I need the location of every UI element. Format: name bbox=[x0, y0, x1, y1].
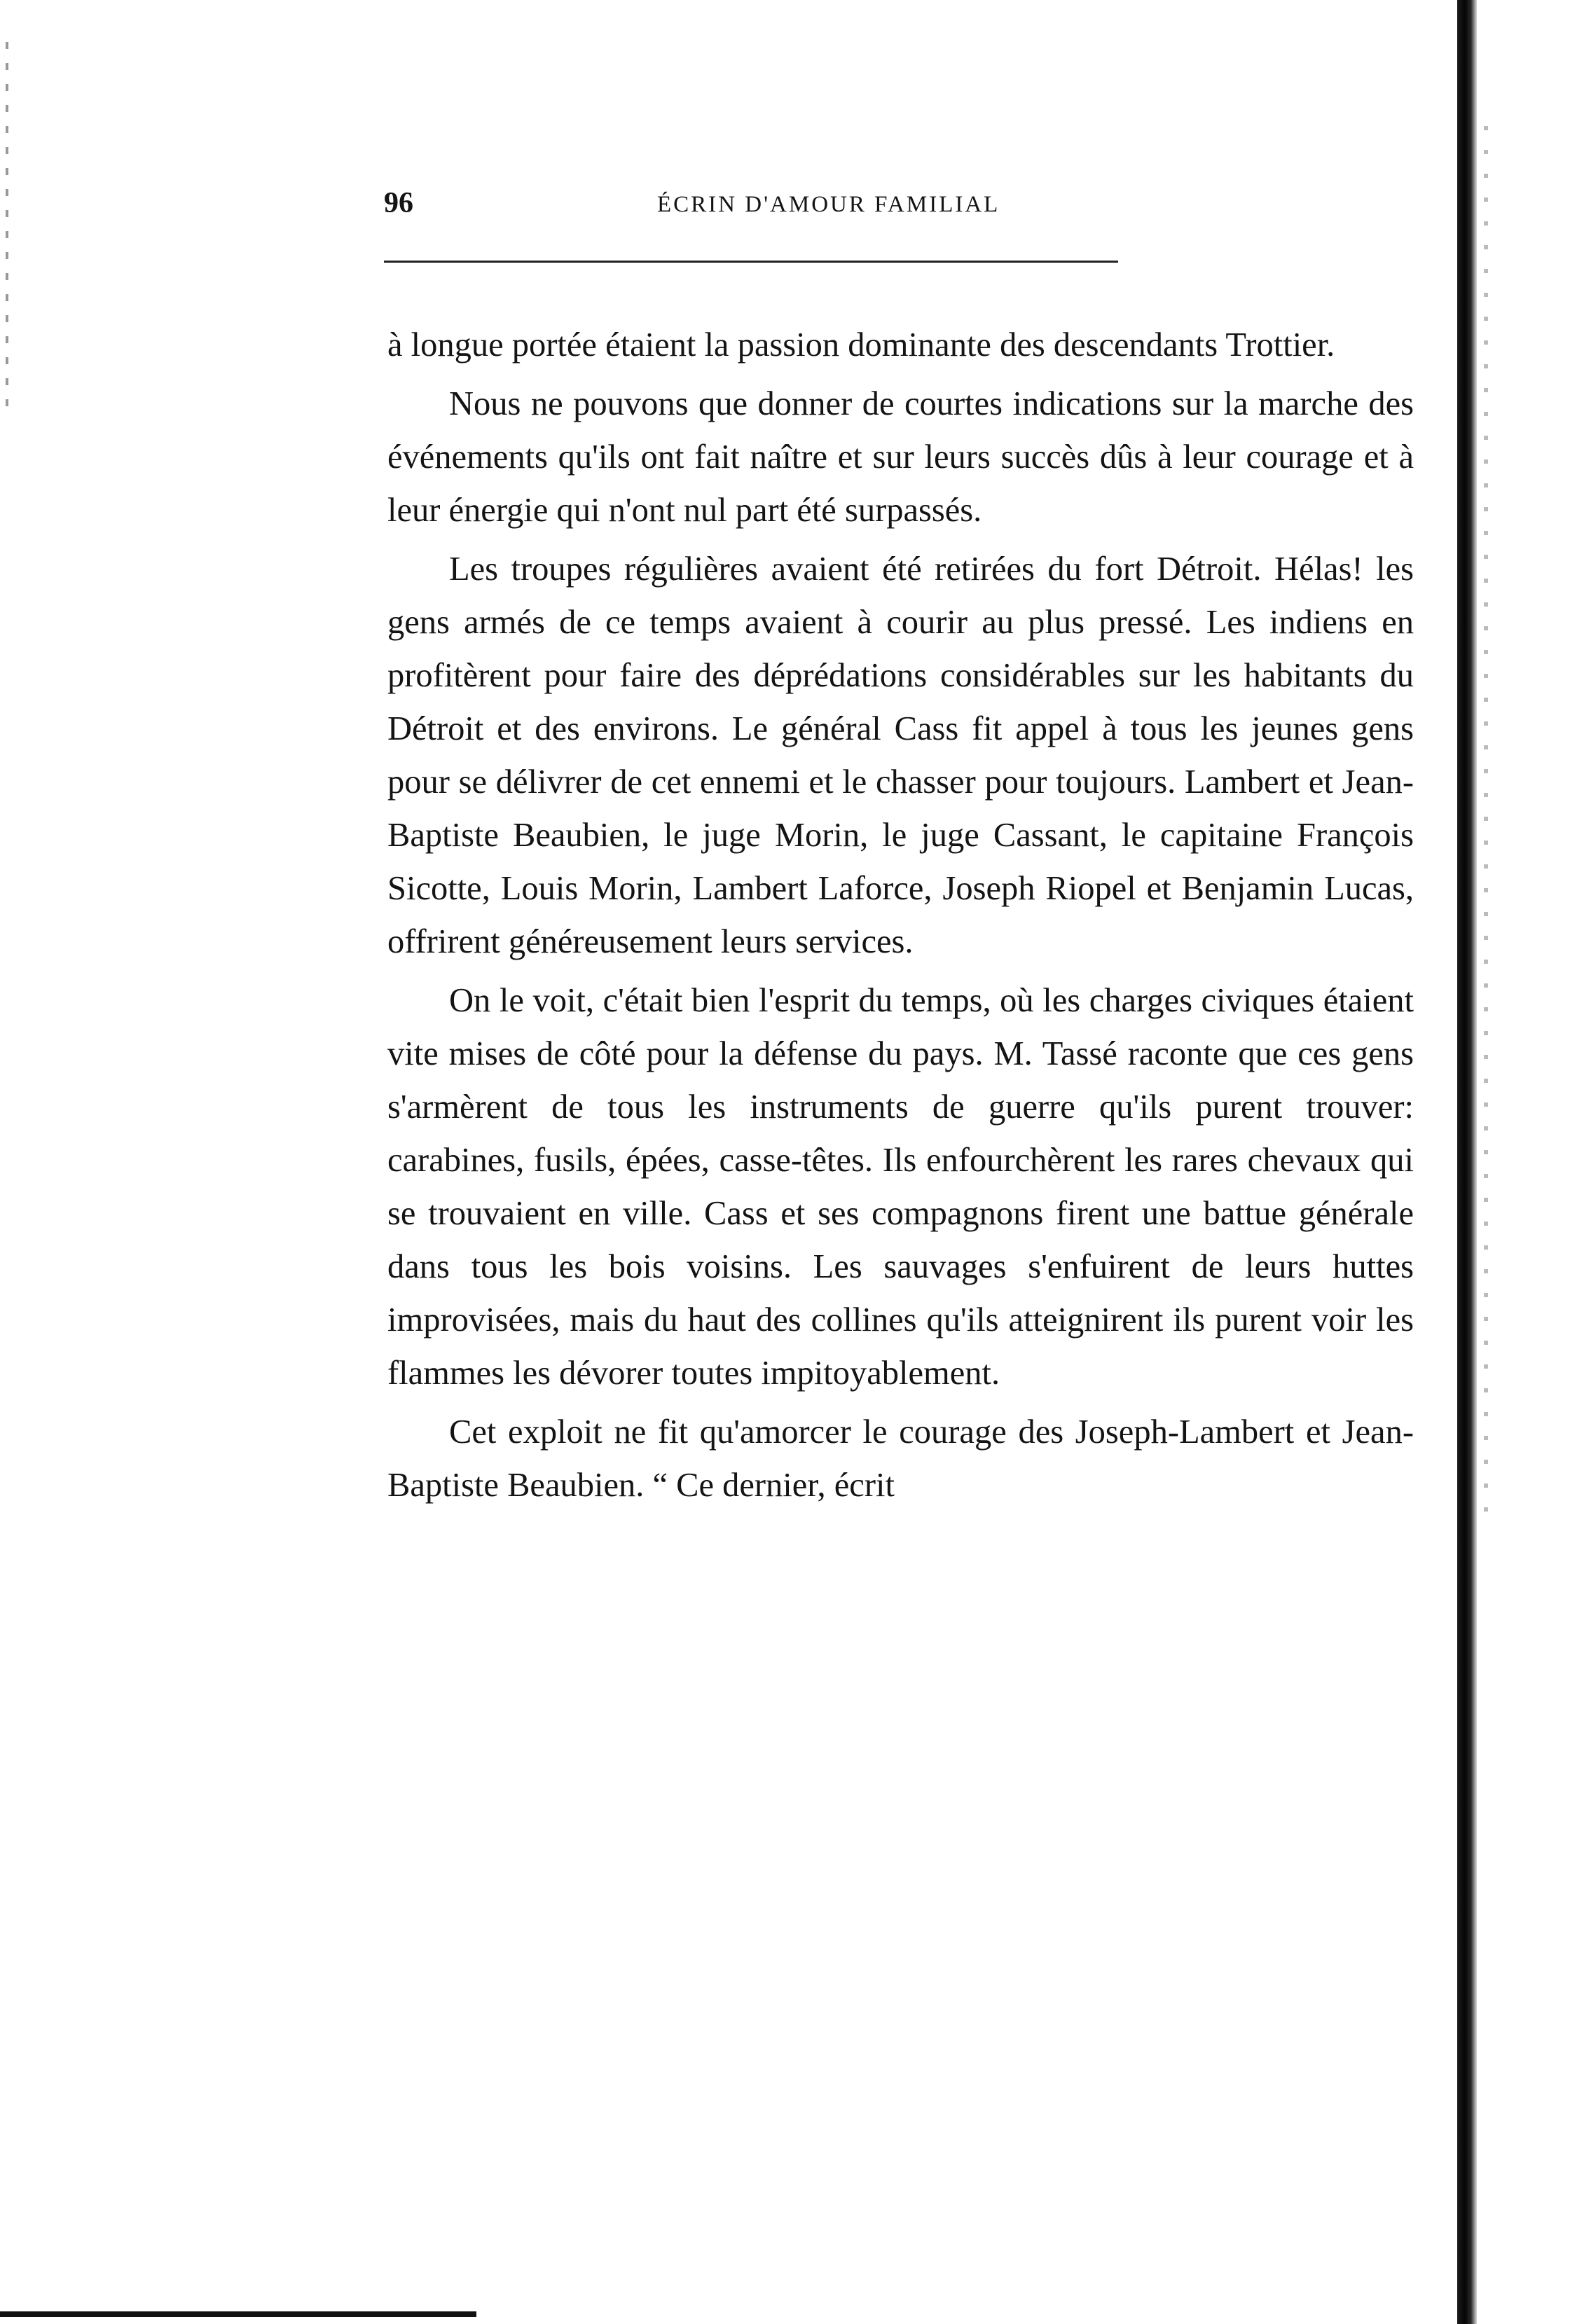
running-title: ÉCRIN D'AMOUR FAMILIAL bbox=[657, 192, 1000, 217]
gutter-texture bbox=[1484, 126, 1488, 1527]
paragraph-4: On le voit, c'était bien l'esprit du temps, où les charges civiques étaient vite mises de côté pour la défense du pays. M. Tassé raconte que ces gens s'armèrent de tous les instruments de guerre qu'ils purent trouver: carabines, fusils, épées, casse-têtes. Ils enfourchèrent les rares chevaux qui se trouvaient en ville. Cass et ses compagnons firent une battue générale dans tous les bois voisins. Les sauvages s'enfuirent de leurs huttes improvisées, mais du haut des collines qu'ils atteignirent ils purent voir les flammes les dévorer toutes impitoyablement. bbox=[387, 982, 1414, 1392]
page-number: 96 bbox=[384, 187, 413, 219]
body-text bbox=[387, 319, 1414, 1518]
book-gutter bbox=[1457, 0, 1477, 2324]
paragraph-3: Les troupes régulières avaient été retirées du fort Détroit. Hélas! les gens armés de ce temps avaient à courir au plus pressé. Les indiens en profitèrent pour faire des déprédations considérables sur les habitants du Détroit et des environs. Le général Cass fit appel à tous les jeunes gens pour se délivrer de cet ennemi et le chasser pour toujours. Lambert et Jean-Baptiste Beaubien, le juge Morin, le juge Cassant, le capitaine François Sicotte, Louis Morin, Lambert Laforce, Joseph Riopel et Benjamin Lucas, offrirent généreusement leurs services. bbox=[387, 551, 1414, 960]
page-edge-bottom bbox=[0, 2311, 476, 2317]
page-edge-left bbox=[6, 42, 8, 420]
paragraph-1: à longue portée étaient la passion dominante des descendants Trottier. bbox=[387, 326, 1335, 364]
header-rule bbox=[384, 261, 1118, 263]
running-head bbox=[384, 186, 1118, 221]
paragraph-5: Cet exploit ne fit qu'amorcer le courage des Joseph-Lambert et Jean-Baptiste Beaubien. “ Ce dernier, écrit bbox=[387, 1413, 1414, 1504]
paragraph-2: Nous ne pouvons que donner de courtes indications sur la marche des événements qu'ils ont fait naître et sur leurs succès dûs à leur courage et à leur énergie qui n'ont nul part été surpassés. bbox=[387, 385, 1414, 529]
